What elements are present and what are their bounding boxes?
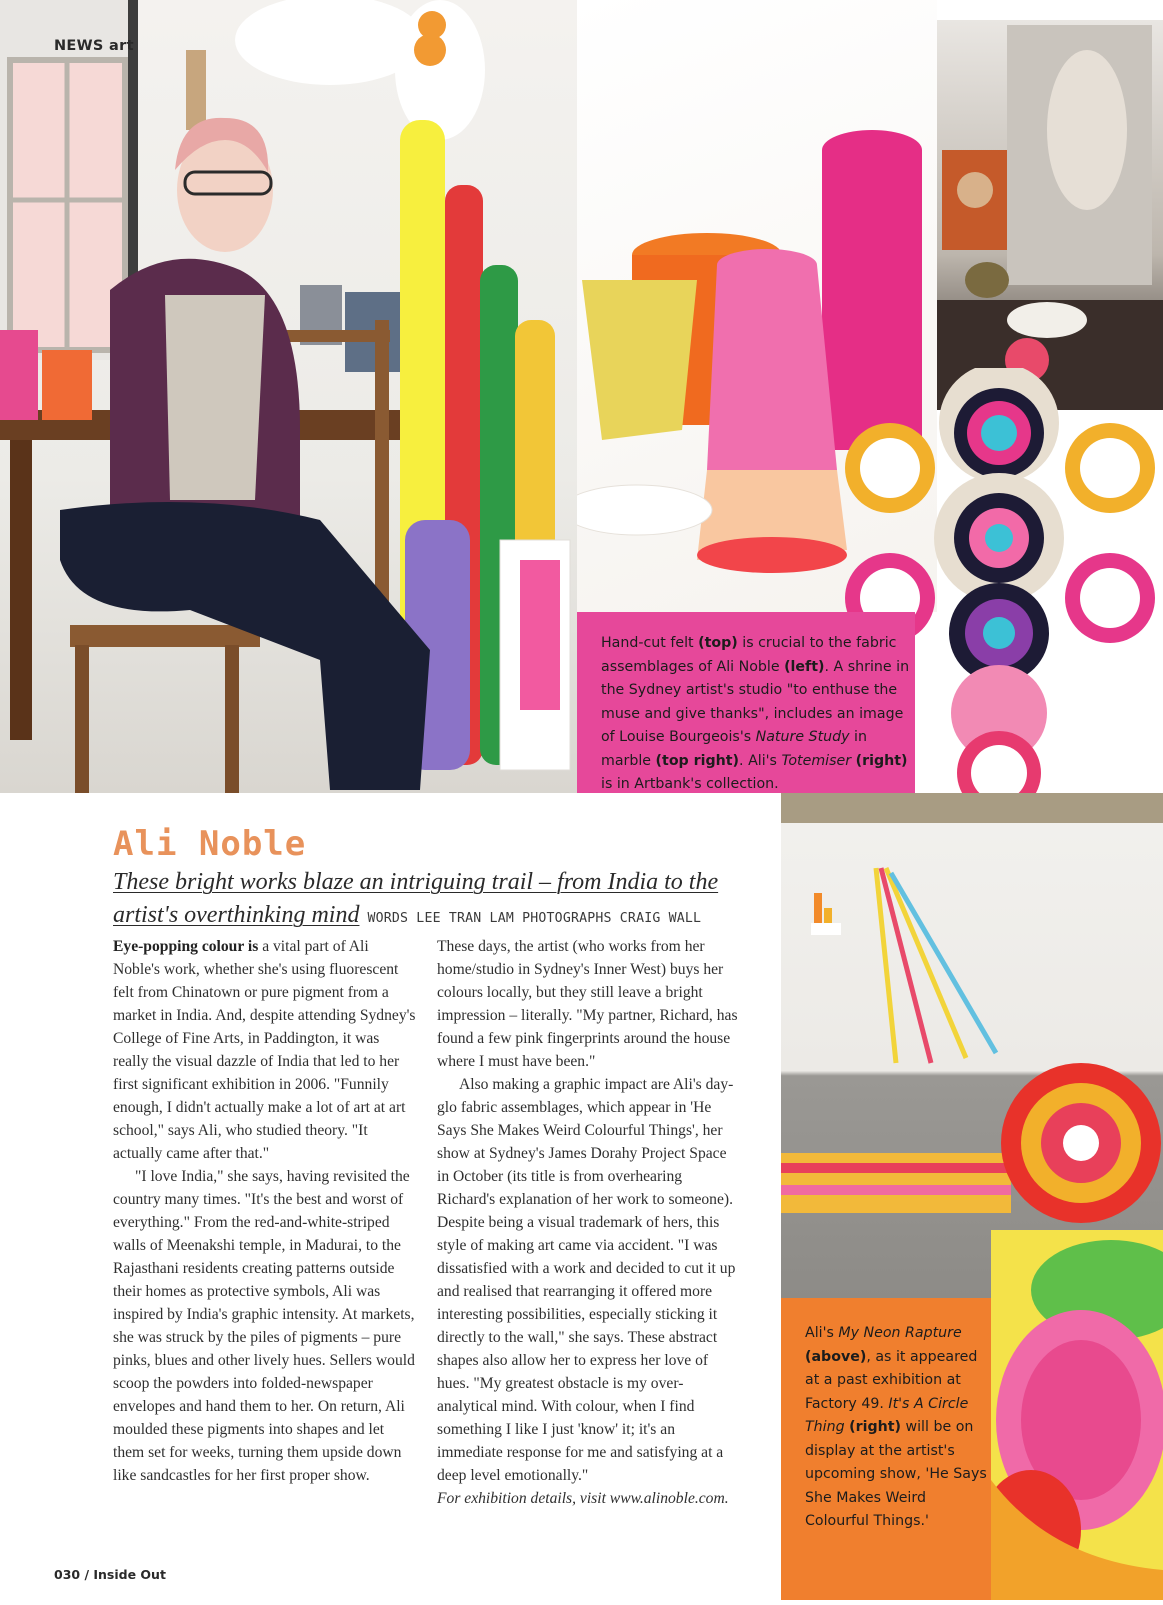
- article-standfirst: [113, 866, 773, 935]
- lead-in: Eye-popping colour is: [113, 938, 259, 955]
- caption-run: . A shrine in the Sydney artist's studio "to enthuse the muse and give thanks", includes an image of Louise Bourgeois's: [601, 658, 910, 745]
- caption-run: It's A Circle Thing: [805, 1395, 969, 1435]
- circle-thing-illustration: [991, 1230, 1163, 1600]
- caption-run: (top): [698, 635, 738, 651]
- paragraph: These days, the artist (who works from her home/studio in Sydney's Inner West) buys her colours locally, but they still leave a bright impression – literally. "My partner, Richard, has found a few pink fingerprints around the house where I must have been.": [437, 938, 738, 1070]
- caption-run: Nature Study: [755, 729, 850, 745]
- caption-run: Hand-cut felt: [601, 635, 699, 651]
- paragraph: [113, 935, 418, 1165]
- caption-run: will be on display at the artist's upcoming show, 'He Says She Makes Weird Colourful Things.': [805, 1419, 987, 1529]
- caption-run: My Neon Rapture: [838, 1325, 962, 1341]
- exhibition-details: For exhibition details, visit www.alinoble.com.: [437, 1490, 729, 1507]
- article-column-1: [113, 935, 418, 1487]
- caption-run: (right): [855, 752, 908, 769]
- caption-run: (above): [805, 1348, 867, 1365]
- caption-run: , as it appeared at a past exhibition at Factory 49.: [805, 1348, 978, 1412]
- standfirst-text: These bright works blaze an intriguing trail – from India to the artist's overthinking mind: [113, 869, 719, 928]
- paragraph: Also making a graphic impact are Ali's day-glo fabric assemblages, which appear in 'He Says She Makes Weird Colourful Things', her show at Sydney's James Dorahy Project Space in October (its title is from overhearing Richard's explanation of her work to someone). Despite being a visual trademark of hers, this style of making art came via accident. "I was dissatisfied with a work and decided to cut it up and realised that rearranging it offered more interesting possibilities, especially sticking it directly to the wall," she says. These abstract shapes also allow her to express her love of hues. "My greatest obstacle is my over-analytical mind. With colour, when I find something I like I just 'know' it; it's an immediate response for me and satisfying at a deep level emotionally.": [437, 1076, 736, 1484]
- caption-run: is crucial to the fabric assemblages of Ali Noble: [601, 635, 897, 675]
- caption-gallery-text: [805, 1325, 987, 1529]
- paragraph-text: a vital part of Ali Noble's work, whether she's using fluorescent felt from Chinatown or pure pigment from a market in India. And, despite attending Sydney's College of Fine Arts, in Paddington, it was really the visual dazzle of India that led to her first significant exhibition in 2006. "Funnily enough, I didn't actually make a lot of art at art school," says Ali, who studied theory. "It actually came after that.": [113, 938, 416, 1162]
- caption-felt: [577, 612, 915, 793]
- caption-run: (left): [784, 658, 825, 675]
- photo-artist-portrait: [0, 0, 577, 793]
- circle-thing-artwork: [991, 1230, 1163, 1600]
- article-column-2: [437, 935, 742, 1510]
- caption-run: (top right): [655, 752, 740, 769]
- caption-run: in marble: [601, 729, 867, 769]
- gallery-illustration: [781, 793, 1163, 1298]
- caption-gallery: [781, 1298, 991, 1600]
- article-headline: Ali Noble: [113, 824, 307, 864]
- section-subsection: art: [109, 38, 134, 54]
- shrine-illustration: [937, 20, 1163, 410]
- artist-portrait-illustration: [0, 0, 577, 793]
- photo-gallery-installation: [781, 793, 1163, 1298]
- section-name: NEWS: [54, 38, 104, 54]
- caption-run: Ali's: [805, 1325, 839, 1341]
- page-folio: 030 / Inside Out: [54, 1567, 166, 1582]
- caption-run: . Ali's: [739, 752, 782, 769]
- caption-run: Totemiser: [781, 752, 852, 769]
- section-label: [54, 38, 134, 54]
- paragraph: "I love India," she says, having revisited the country many times. "It's the best and worst of everything." From the red-and-white-striped walls of Meenakshi temple, in Madurai, to the Rajasthani residents creating patterns outside their homes as protective symbols, Ali was inspired by India's graphic intensity. At markets, she was struck by the piles of pigments – pure pinks, blues and other lively hues. Sellers would scoop the powders into folded-newspaper envelopes and hand them to her. On return, Ali moulded these pigments into shapes and let them set for weeks, turning them upside down like sandcastles for her first proper show.: [113, 1168, 415, 1484]
- caption-run: is in Artbank's collection.: [601, 776, 779, 792]
- caption-felt-text: [601, 635, 909, 792]
- caption-run: (right): [849, 1419, 901, 1435]
- article-credits: WORDS LEE TRAN LAM PHOTOGRAPHS CRAIG WALL: [367, 911, 702, 926]
- photo-shrine: [937, 20, 1163, 410]
